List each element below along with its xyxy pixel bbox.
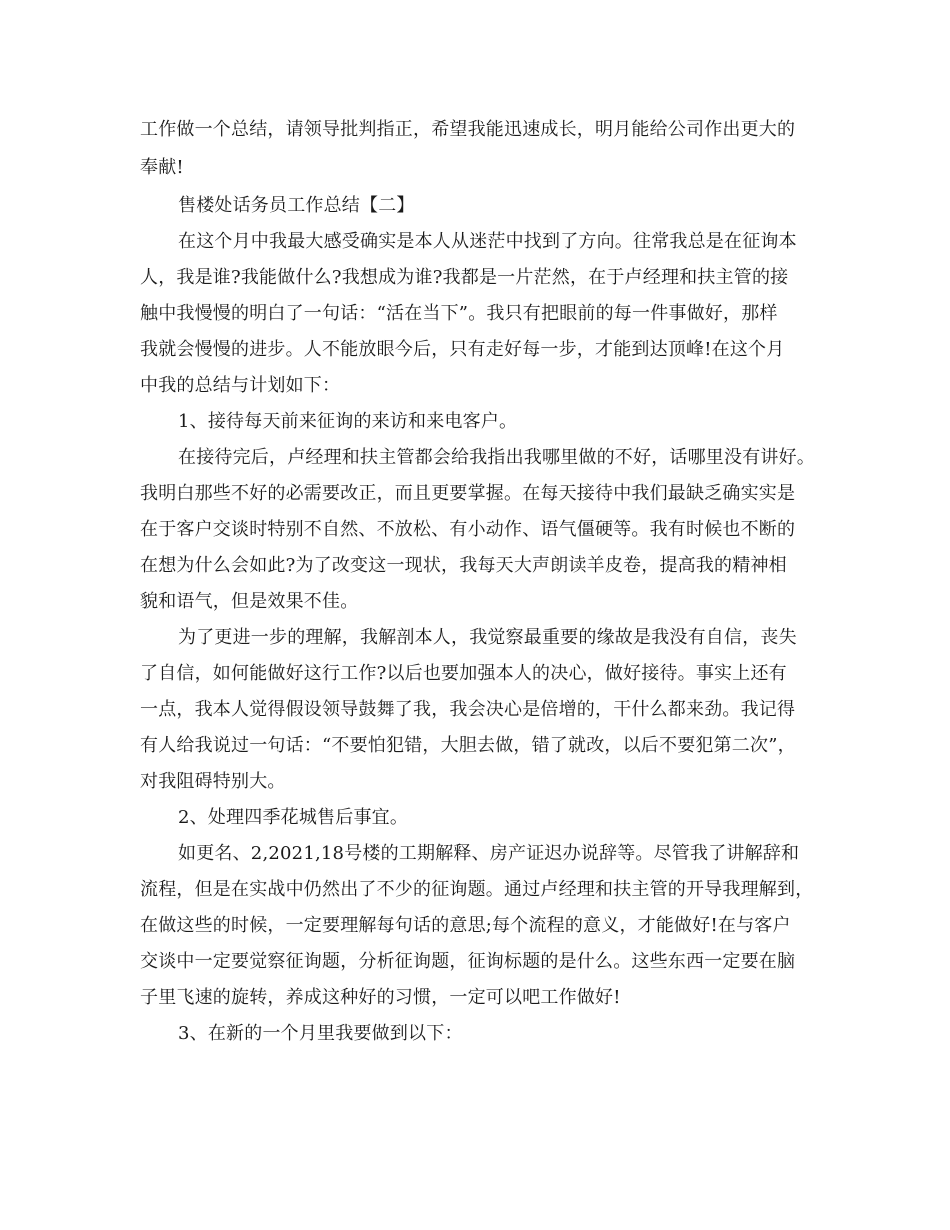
text-line: 对我阻碍特别大。 (140, 771, 286, 792)
text-line: 在想为什么会如此?为了改变这一现状，我每天大声朗读羊皮卷，提高我的精神相 (140, 555, 787, 576)
text-line: 貌和语气，但是效果不佳。 (140, 591, 359, 612)
text-line: 我就会慢慢的进步。人不能放眼今后，只有走好每一步，才能到达顶峰!在这个月 (140, 339, 785, 360)
text-line: 我明白那些不好的必需要改正，而且更要掌握。在每天接待中我们最缺乏确实实是 (140, 483, 796, 504)
text-line: 流程，但是在实战中仍然出了不少的征询题。通过卢经理和扶主管的开导我理解到， (140, 879, 814, 900)
text-line: 了自信，如何能做好这行工作?以后也要加强本人的决心，做好接待。事实上还有 (140, 663, 787, 684)
text-line: 有人给我说过一句话：“不要怕犯错，大胆去做，错了就改，以后不要犯第二次”， (140, 735, 796, 756)
text-line: 在做这些的时候，一定要理解每句话的意思;每个流程的意义，才能做好!在与客户 (140, 915, 791, 936)
list-item-heading: 2、处理四季花城售后事宜。 (178, 807, 409, 828)
list-item-heading: 1、接待每天前来征询的来访和来电客户。 (178, 411, 518, 432)
text-line: 如更名、2,2021,18号楼的工期解释、房产证迟办说辞等。尽管我了讲解辞和 (178, 843, 800, 864)
text-line: 触中我慢慢的明白了一句话：“活在当下”。我只有把眼前的每一件事做好，那样 (140, 303, 778, 324)
list-item-heading: 3、在新的一个月里我要做到以下： (178, 1023, 463, 1044)
text-line: 在于客户交谈时特别不自然、不放松、有小动作、语气僵硬等。我有时候也不断的 (140, 519, 796, 540)
text-line: 在接待完后，卢经理和扶主管都会给我指出我哪里做的不好，话哪里没有讲好。 (178, 447, 815, 468)
text-line: 工作做一个总结，请领导批判指正，希望我能迅速成长，明月能给公司作出更大的 (140, 119, 796, 140)
text-line: 交谈中一定要觉察征询题，分析征询题，征询标题的是什么。这些东西一定要在脑 (140, 951, 796, 972)
text-line: 子里飞速的旋转，养成这种好的习惯，一定可以吧工作做好! (140, 987, 621, 1008)
text-line: 中我的总结与计划如下： (140, 375, 341, 396)
section-heading: 售楼处话务员工作总结【二】 (178, 195, 415, 216)
text-line: 一点，我本人觉得假设领导鼓舞了我，我会决心是倍增的，干什么都来劲。我记得 (140, 699, 796, 720)
text-line: 奉献! (140, 157, 184, 178)
text-line: 在这个月中我最大感受确实是本人从迷茫中找到了方向。往常我总是在征询本 (178, 231, 797, 252)
text-line: 为了更进一步的理解，我解剖本人，我觉察最重要的缘故是我没有自信，丧失 (178, 627, 797, 648)
text-line: 人，我是谁?我能做什么?我想成为谁?我都是一片茫然，在于卢经理和扶主管的接 (140, 267, 789, 288)
